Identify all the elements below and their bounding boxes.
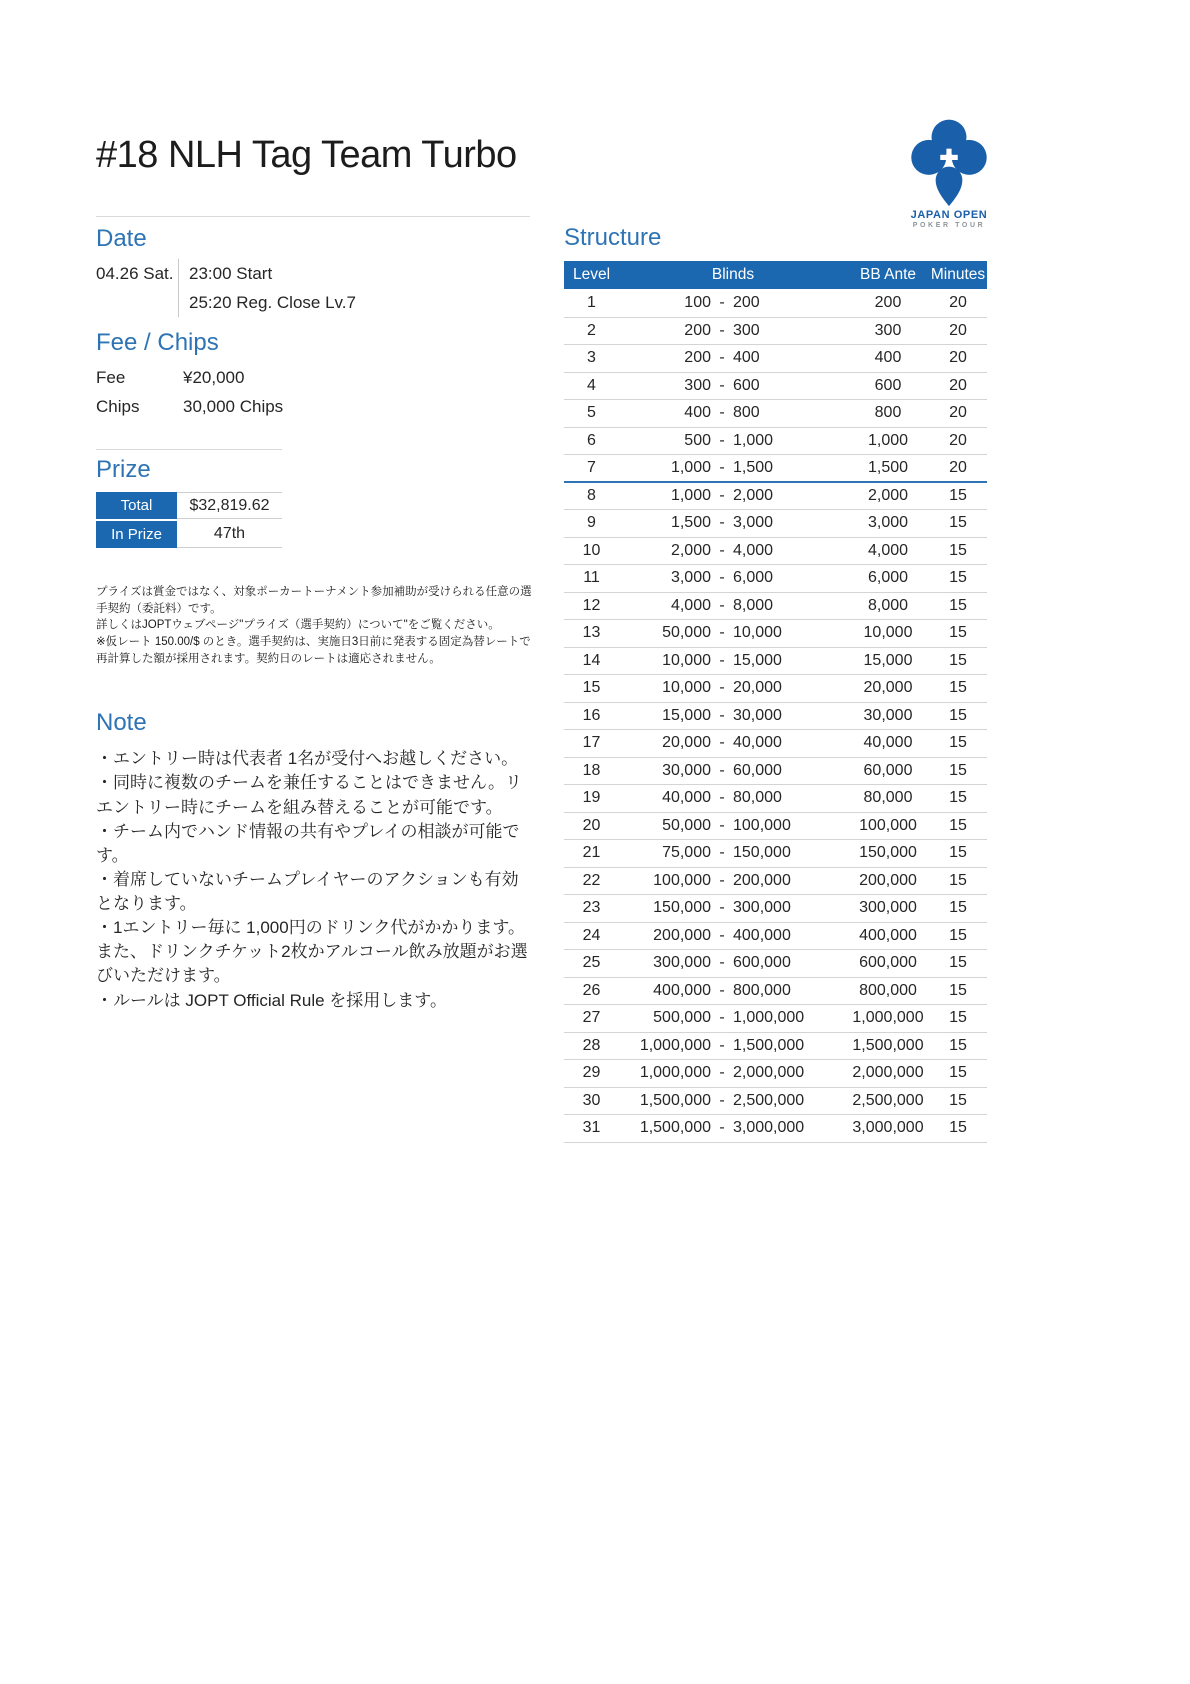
level-cell: 6 [587,431,596,449]
bbante-column-header: BB Ante [859,266,916,283]
fee-chips-section [96,329,530,421]
minutes-cell: 15 [949,706,967,724]
minutes-cell: 20 [949,321,967,339]
bb-cell: 600 [733,376,760,394]
structure-row [564,593,987,621]
note-item: ・エントリー時は代表者 1名が受付へお越しください。 [96,749,519,769]
ante-cell: 150,000 [859,844,917,862]
start-time: 23:00 Start [178,259,530,288]
reg-close-time: 25:20 Reg. Close Lv.7 [178,288,530,317]
dash: - [719,596,725,614]
level-cell: 3 [587,349,596,367]
minutes-column-header: Minutes [930,266,986,283]
ante-cell: 1,000,000 [852,1009,924,1027]
dash: - [719,458,725,476]
minutes-cell: 15 [949,1036,967,1054]
dash: - [719,1091,725,1109]
sb-cell: 1,000 [670,486,711,504]
dash: - [719,734,725,752]
bb-cell: 300,000 [733,899,791,917]
level-cell: 28 [582,1036,601,1054]
prize-total-value: $32,819.62 [177,492,282,519]
bb-cell: 400 [733,349,760,367]
prize-total-label: Total [96,492,177,519]
minutes-cell: 15 [949,486,967,504]
level-cell: 22 [582,871,601,889]
minutes-cell: 20 [949,376,967,394]
structure-row [564,620,987,648]
blinds-column-header: Blinds [711,266,755,283]
chips-label: Chips [96,396,140,416]
structure-row [564,895,987,923]
dash: - [719,514,725,532]
minutes-cell: 20 [949,404,967,422]
minutes-cell: 15 [949,1009,967,1027]
date-section [96,216,530,317]
ante-cell: 60,000 [863,761,913,779]
fee-chips-heading: Fee / Chips [96,329,219,356]
minutes-cell: 15 [949,1091,967,1109]
sb-cell: 1,000,000 [639,1036,711,1054]
minutes-cell: 15 [949,651,967,669]
note-item: ・ルールは JOPT Official Rule を採用します。 [96,990,447,1010]
bb-cell: 30,000 [733,706,782,724]
sb-cell: 10,000 [662,651,711,669]
sb-cell: 15,000 [662,706,711,724]
ante-cell: 600 [874,376,902,394]
ante-cell: 2,000 [867,486,909,504]
prize-heading: Prize [96,456,151,483]
dash: - [719,294,725,312]
prize-disclaimer [96,584,533,667]
bb-cell: 6,000 [733,569,774,587]
ante-cell: 40,000 [863,734,913,752]
sb-cell: 100,000 [653,871,711,889]
level-cell: 26 [582,981,601,999]
level-cell: 9 [587,514,596,532]
minutes-cell: 15 [949,871,967,889]
sb-cell: 500 [684,431,711,449]
minutes-cell: 15 [949,1119,967,1137]
structure-row [564,510,987,538]
bb-cell: 3,000,000 [733,1119,805,1137]
logo-title: JAPAN OPEN [910,209,988,221]
level-cell: 29 [582,1064,601,1082]
prize-row-inprize [96,521,282,548]
dash: - [719,569,725,587]
dash: - [719,871,725,889]
minutes-cell: 15 [949,679,967,697]
minutes-cell: 15 [949,816,967,834]
level-cell: 18 [582,761,601,779]
sb-cell: 50,000 [662,624,711,642]
bb-cell: 600,000 [733,954,791,972]
note-item: ・チーム内でハンド情報の共有やプレイの相談が可能です。 [96,821,520,865]
minutes-cell: 20 [949,458,967,476]
minutes-cell: 15 [949,844,967,862]
sb-cell: 300 [684,376,711,394]
dash: - [719,1036,725,1054]
date-heading: Date [96,225,147,252]
bb-cell: 200,000 [733,871,791,889]
structure-table [564,261,987,1143]
level-column-header: Level [572,266,611,283]
level-cell: 19 [582,789,601,807]
structure-row [564,290,987,318]
ante-cell: 800 [874,404,902,422]
dash: - [719,981,725,999]
ante-cell: 6,000 [867,569,909,587]
left-column [96,216,530,1013]
sb-cell: 4,000 [670,596,711,614]
minutes-cell: 15 [949,981,967,999]
bb-cell: 1,500 [733,458,774,476]
date-value: 04.26 Sat. [96,263,174,283]
sb-cell: 200 [684,349,711,367]
bb-cell: 10,000 [733,624,782,642]
dash: - [719,954,725,972]
ante-cell: 800,000 [859,981,917,999]
dash: - [719,816,725,834]
ante-cell: 80,000 [863,789,913,807]
prize-section [96,449,530,548]
bb-cell: 8,000 [733,596,774,614]
dash: - [719,1064,725,1082]
prize-rule [96,449,282,450]
bb-cell: 60,000 [733,761,782,779]
note-item: ・着席していないチームプレイヤーのアクションも有効となります。 [96,869,519,914]
level-cell: 8 [587,486,596,504]
level-cell: 13 [582,624,601,642]
structure-row [564,703,987,731]
ante-cell: 1,500 [867,458,909,476]
ante-cell: 15,000 [863,651,913,669]
ante-cell: 300,000 [859,899,917,917]
bb-cell: 2,000 [733,486,774,504]
structure-section [564,224,987,1143]
structure-row [564,538,987,566]
note-section [96,709,530,1012]
disclaimer-line: ※仮レート 150.00/$ のとき。選手契約は、実施日3日前に発表する固定為替レートで再計算した額が採用されます。契約日のレートは適応されません。 [96,636,531,665]
structure-row [564,868,987,896]
bb-cell: 3,000 [733,514,774,532]
minutes-cell: 15 [949,899,967,917]
dash: - [719,404,725,422]
minutes-cell: 20 [949,349,967,367]
bb-cell: 1,000,000 [733,1009,805,1027]
sb-cell: 500,000 [653,1009,711,1027]
date-spacer [96,288,178,317]
dash: - [719,541,725,559]
note-list [96,747,530,1012]
bb-cell: 2,000,000 [733,1064,805,1082]
structure-row [564,730,987,758]
structure-row [564,1115,987,1143]
bb-cell: 300 [733,321,760,339]
structure-row [564,923,987,951]
minutes-cell: 15 [949,624,967,642]
level-cell: 7 [587,458,596,476]
structure-row [564,1033,987,1061]
prize-table [96,492,282,548]
level-cell: 11 [583,569,600,587]
sb-cell: 300,000 [653,954,711,972]
level-cell: 10 [582,541,601,559]
structure-row [564,648,987,676]
structure-row [564,1088,987,1116]
structure-row [564,400,987,428]
bb-cell: 15,000 [733,651,782,669]
dash: - [719,486,725,504]
bb-cell: 20,000 [733,679,782,697]
fee-value: ¥20,000 [183,367,245,387]
ante-cell: 2,000,000 [852,1064,924,1082]
sb-cell: 400 [684,404,711,422]
ante-cell: 10,000 [863,624,913,642]
dash: - [719,789,725,807]
bb-cell: 400,000 [733,926,791,944]
clover-drop-icon [905,116,993,208]
ante-cell: 100,000 [859,816,917,834]
jopt-logo [901,116,997,229]
chips-value: 30,000 Chips [183,396,284,416]
structure-row [564,455,987,483]
structure-row [564,978,987,1006]
sb-cell: 3,000 [670,569,711,587]
structure-row [564,675,987,703]
logo-subtitle: POKER TOUR [912,222,986,229]
structure-row [564,950,987,978]
ante-cell: 2,500,000 [852,1091,924,1109]
dash: - [719,651,725,669]
note-item: ・1エントリー毎に 1,000円のドリンク代がかかります。また、ドリンクチケット2枚かアルコール飲み放題がお選びいただけます。 [96,918,528,986]
level-cell: 20 [582,816,601,834]
minutes-cell: 15 [949,926,967,944]
sb-cell: 2,000 [670,541,711,559]
fee-chips-table [96,363,530,421]
ante-cell: 300 [874,321,902,339]
minutes-cell: 15 [949,734,967,752]
sb-cell: 150,000 [653,899,711,917]
minutes-cell: 15 [949,954,967,972]
bb-cell: 4,000 [733,541,774,559]
structure-row [564,373,987,401]
level-cell: 14 [582,651,601,669]
dash: - [719,926,725,944]
level-cell: 21 [582,844,601,862]
minutes-cell: 15 [949,514,967,532]
level-cell: 1 [587,294,596,312]
level-cell: 15 [582,679,601,697]
ante-cell: 3,000,000 [852,1119,924,1137]
minutes-cell: 15 [949,569,967,587]
structure-row [564,483,987,511]
dash: - [719,706,725,724]
sb-cell: 1,000 [670,458,711,476]
note-heading: Note [96,709,147,737]
sb-cell: 1,500 [670,514,711,532]
minutes-cell: 20 [949,294,967,312]
dash: - [719,349,725,367]
bb-cell: 1,500,000 [733,1036,805,1054]
ante-cell: 30,000 [863,706,913,724]
sb-cell: 40,000 [662,789,711,807]
bb-cell: 80,000 [733,789,782,807]
prize-inprize-value: 47th [177,521,282,548]
level-cell: 25 [582,954,601,972]
sb-cell: 200,000 [653,926,711,944]
structure-row [564,1060,987,1088]
structure-row [564,785,987,813]
bb-cell: 150,000 [733,844,791,862]
sb-cell: 400,000 [653,981,711,999]
dash: - [719,844,725,862]
note-item: ・同時に複数のチームを兼任することはできません。リエントリー時にチームを組み替えることが可能です。 [96,773,523,817]
structure-row [564,428,987,456]
dash: - [719,761,725,779]
sb-cell: 1,000,000 [639,1064,711,1082]
bb-cell: 1,000 [733,431,774,449]
structure-row [564,840,987,868]
disclaimer-line: 詳しくはJOPTウェブページ"プライズ（選手契約）について"をご覧ください。 [96,619,500,632]
structure-row [564,1005,987,1033]
sb-cell: 30,000 [662,761,711,779]
minutes-cell: 15 [949,1064,967,1082]
sb-cell: 200 [684,321,711,339]
sb-cell: 75,000 [662,844,711,862]
level-cell: 23 [582,899,601,917]
structure-table-body [564,290,987,1143]
ante-cell: 400 [874,349,902,367]
dash: - [719,321,725,339]
bb-cell: 200 [733,294,760,312]
ante-cell: 600,000 [859,954,917,972]
ante-cell: 200 [874,294,902,312]
minutes-cell: 15 [949,761,967,779]
structure-row [564,758,987,786]
ante-cell: 1,000 [867,431,909,449]
ante-cell: 1,500,000 [852,1036,924,1054]
ante-cell: 3,000 [867,514,909,532]
dash: - [719,431,725,449]
level-cell: 24 [582,926,601,944]
ante-cell: 4,000 [867,541,909,559]
disclaimer-line: プライズは賞金ではなく、対象ポーカートーナメント参加補助が受けられる任意の選手契約（委託料）です。 [96,586,532,615]
ante-cell: 200,000 [859,871,917,889]
bb-cell: 40,000 [733,734,782,752]
fee-label: Fee [96,367,126,387]
sb-cell: 50,000 [662,816,711,834]
page-title: #18 NLH Tag Team Turbo [96,134,517,176]
level-cell: 17 [582,734,601,752]
ante-cell: 20,000 [863,679,913,697]
date-table [96,259,530,317]
dash: - [719,899,725,917]
structure-heading: Structure [564,224,662,251]
dash: - [719,679,725,697]
ante-cell: 8,000 [867,596,909,614]
ante-cell: 400,000 [859,926,917,944]
sb-cell: 1,500,000 [639,1119,711,1137]
structure-header-row [564,261,987,289]
bb-cell: 800 [733,404,760,422]
structure-row [564,565,987,593]
structure-row [564,345,987,373]
sb-cell: 100 [684,294,711,312]
level-cell: 31 [582,1119,601,1137]
dash: - [719,624,725,642]
sb-cell: 10,000 [662,679,711,697]
structure-row [564,813,987,841]
structure-row [564,318,987,346]
prize-row-total [96,492,282,519]
minutes-cell: 15 [949,789,967,807]
level-cell: 27 [582,1009,601,1027]
sb-cell: 1,500,000 [639,1091,711,1109]
bb-cell: 100,000 [733,816,791,834]
level-cell: 12 [582,596,601,614]
sb-cell: 20,000 [662,734,711,752]
minutes-cell: 15 [949,596,967,614]
minutes-cell: 15 [949,541,967,559]
dash: - [719,1009,725,1027]
minutes-cell: 20 [949,431,967,449]
level-cell: 16 [582,706,601,724]
level-cell: 4 [587,376,596,394]
dash: - [719,1119,725,1137]
dash: - [719,376,725,394]
prize-inprize-label: In Prize [96,521,177,548]
level-cell: 30 [582,1091,601,1109]
level-cell: 5 [587,404,596,422]
bb-cell: 800,000 [733,981,791,999]
level-cell: 2 [587,321,596,339]
bb-cell: 2,500,000 [733,1091,805,1109]
